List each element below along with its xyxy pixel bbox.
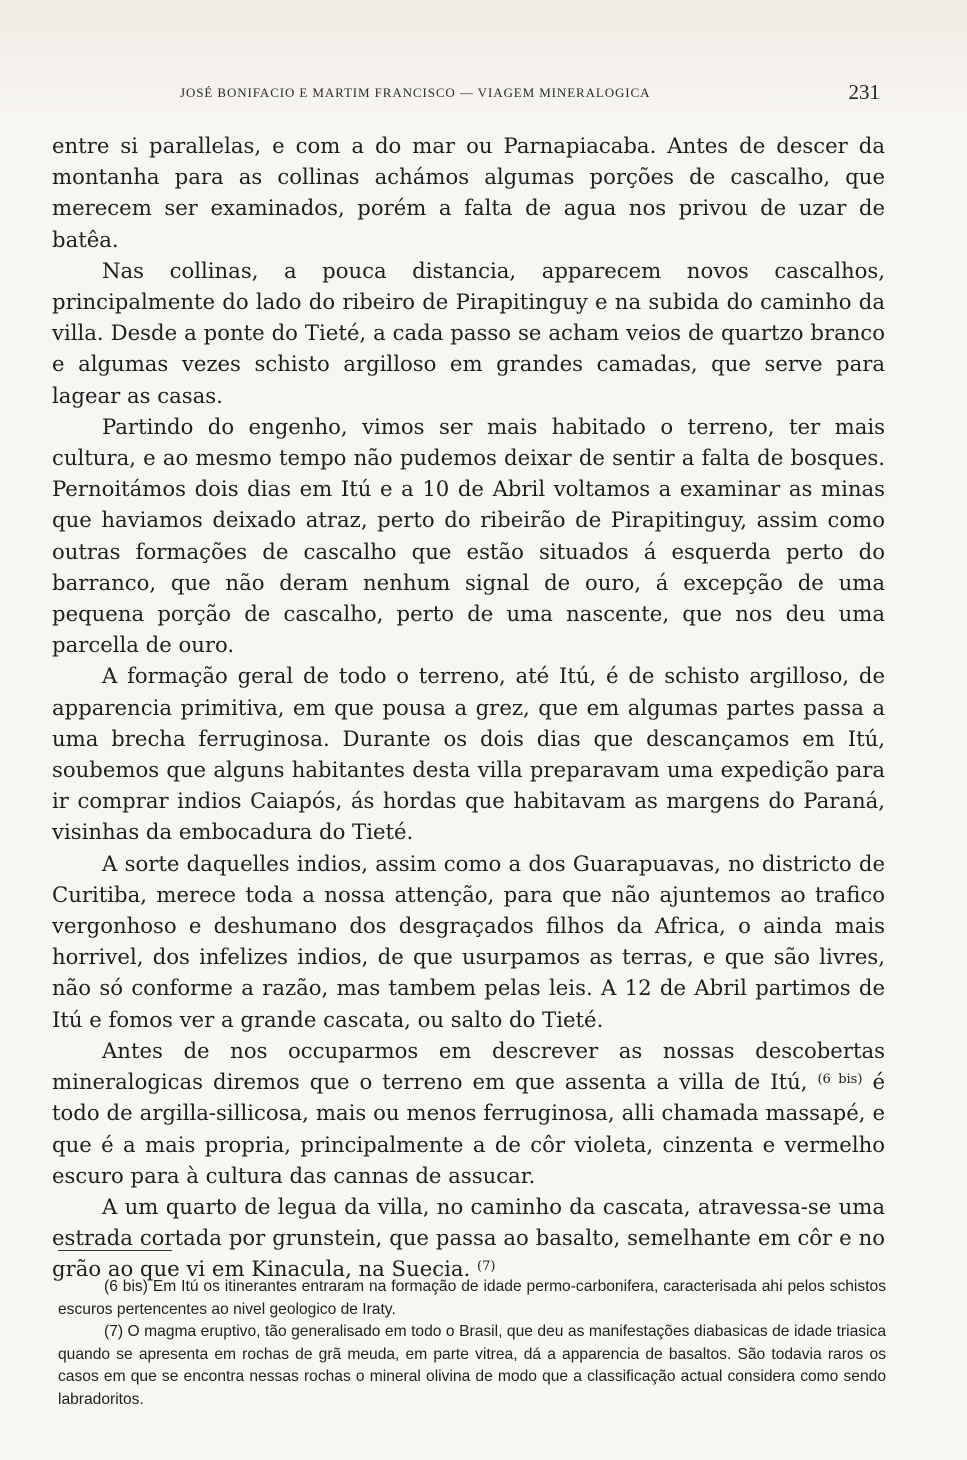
footnotes	[58, 1276, 886, 1412]
paragraph-6-text-b: é todo de argilla-sillicosa, mais ou menos ferruginosa, alli chamada massapé, e que é a mais propria, principalmente a de côr violeta, cinzenta e vermelho escuro para à cultura das cannas de assucar.	[52, 1069, 885, 1188]
paragraph-7	[52, 1191, 885, 1285]
paragraph-6	[52, 1035, 885, 1191]
running-header	[180, 82, 880, 106]
paragraph-3: Partindo do engenho, vimos ser mais habitado o terreno, ter mais cultura, e ao mesmo tempo não pudemos deixar de sentir a falta de bosques. Pernoitámos dois dias em Itú e a 10 de Abril voltamos a examinar as minas que haviamos deixado atraz, perto do ribeirão de Pirapitinguy, assim como outras formações de cascalho que estão situados á esquerda perto do barranco, que não deram nenhum signal de ouro, á excepção de uma pequena porção de cascalho, perto de uma nascente, que nos deu uma parcella de ouro.	[52, 413, 885, 658]
paragraph-5: A sorte daquelles indios, assim como a dos Guarapuavas, no districto de Curitiba, merece toda a nossa attenção, para que não ajuntemos ao trafico vergonhoso e deshumano dos desgraçados filhos da Africa, o ainda mais horrivel, dos infelizes indios, de que usurpamos as terras, e que são livres, não só conforme a razão, mas tambem pelas leis. A 12 de Abril partimos de Itú e fomos ver a grande cascata, ou salto do Tieté.	[52, 850, 885, 1032]
footnote-6bis: (6 bis) Em Itú os itinerantes entraram na formação de idade permo-carbonifera, caracterisada ahi pelos schistos escuros pertencentes ao nivel geologico de Iraty.	[58, 1278, 886, 1318]
footnote-reference-7[interactable]: (7)	[477, 1259, 496, 1275]
paragraph-6-text-a: Antes de nos occuparmos em descrever as nossas descobertas mineralogicas diremos que o terreno em que assenta a villa de Itú,	[52, 1037, 885, 1095]
footnote-reference-6bis[interactable]: (6 bis)	[817, 1072, 863, 1088]
footnote-divider	[58, 1250, 172, 1251]
paragraph-4: A formação geral de todo o terreno, até Itú, é de schisto argilloso, de apparencia primitiva, em que pousa a grez, que em algumas partes passa a uma brecha ferruginosa. Durante os dois dias que descançamos em Itú, soubemos que alguns habitantes desta villa preparavam uma expedição para ir comprar indios Caiapós, ás hordas que habitavam as margens do Paraná, visinhas da embocadura do Tieté.	[52, 663, 885, 845]
footnote-7: (7) O magma eruptivo, tão generalisado em todo o Brasil, que deu as manifestações diabasicas de idade triasica quando se apresenta em rochas de grã meuda, em parte vitrea, dá a apparencia de basaltos. São todavia raros os casos em que se encontra nessas rochas o mineral olivina de modo que a classificação actual considera como sendo labradoritos.	[58, 1323, 886, 1408]
paragraph-2: Nas collinas, a pouca distancia, apparecem novos cascalhos, principalmente do lado do ribeiro de Pirapitinguy e na subida do caminho da villa. Desde a ponte do Tieté, a cada passo se acham veios de quartzo branco e algumas vezes schisto argilloso em grandes camadas, que serve para lagear as casas.	[52, 257, 885, 408]
paragraph-1: entre si parallelas, e com a do mar ou Parnapiacaba. Antes de descer da montanha para as collinas achámos algumas porções de cascalho, que merecem ser examinados, porém a falta de agua nos privou de uzar de batêa.	[52, 133, 885, 252]
paragraph-7-text: A um quarto de legua da villa, no caminho da cascata, atravessa-se uma estrada cortada por grunstein, que passa ao basalto, semelhante em côr e no grão ao que vi em Kinacula, na Suecia.	[52, 1193, 885, 1282]
page-number: 231	[848, 80, 880, 104]
running-title: JOSÉ BONIFACIO E MARTIM FRANCISCO — VIAGEM MINERALOGICA	[180, 85, 651, 100]
main-text	[52, 130, 885, 1285]
